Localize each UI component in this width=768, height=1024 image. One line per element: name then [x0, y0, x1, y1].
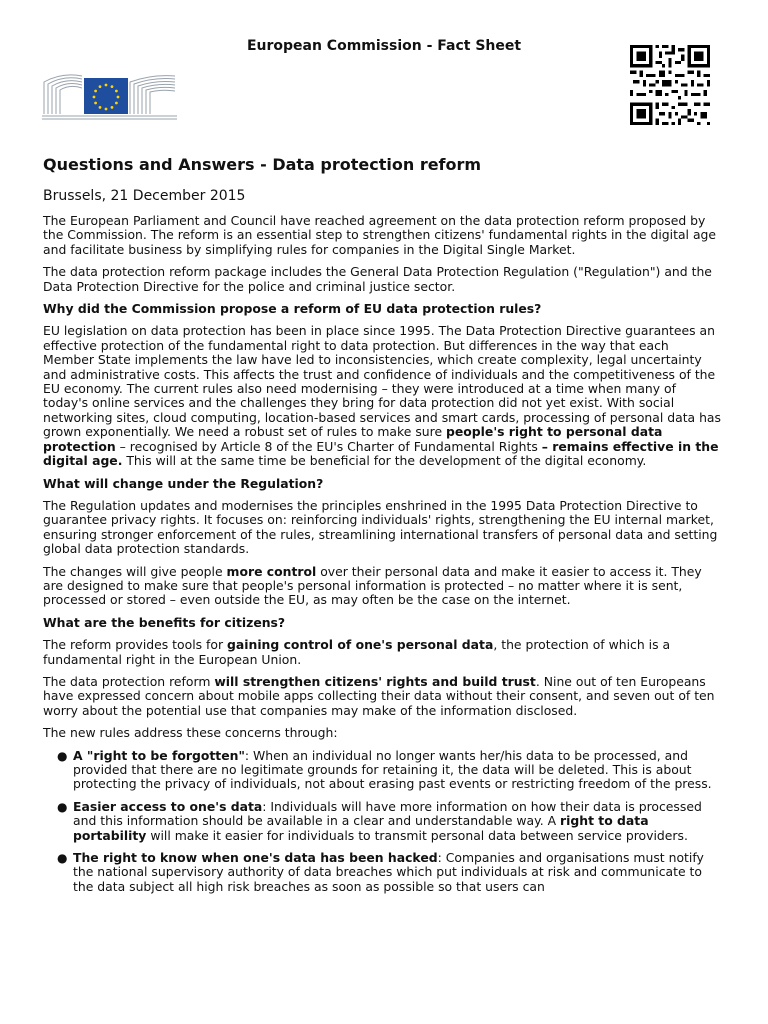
bullet-icon: ●: [57, 748, 68, 763]
european-commission-logo-icon: [42, 70, 177, 122]
answer-paragraph-tools: [43, 638, 723, 667]
answer-paragraph-concerns: The new rules address these concerns through:: [43, 725, 338, 741]
answer-bold-text: gaining control of one's personal data: [227, 637, 494, 653]
list-item: [57, 747, 723, 792]
list-item-text: : When an individual no longer wants her/his data to be processed, and provided that there are no legitimate grounds for retaining it, the data will be deleted. This is about protecting the privacy of individuals, not about erasing past events or restricting freedom of the press.: [73, 747, 712, 792]
answer-paragraph-regulation: The Regulation updates and modernises the principles enshrined in the 1995 Data Protection Directive to guarantee privacy rights. It focuses on: reinforcing individuals' rights, strengthening the EU internal market, ensuring stronger enforcement of the rules, streamlining international transfers of personal data and setting global data protection standards.: [43, 497, 718, 557]
list-item-bold: A "right to be forgotten": [73, 747, 245, 763]
list-item-bold: The right to know when one's data has been hacked: [73, 850, 438, 866]
list-item-text: : Companies and organisations must notify the national supervisory authority of data breaches which put individuals at risk and communicate to the data subject all high risk breaches as soon as possible so that users can: [73, 850, 704, 894]
answer-text: . Nine out of ten Europeans have expressed concern about mobile apps collecting their data without their consent, and seven out of ten worry about the potential use that companies may make of the information disclosed.: [43, 673, 715, 718]
answer-bold-text: people's right to personal data protection: [43, 424, 663, 454]
answer-text: The reform provides tools for: [43, 637, 228, 653]
intro-paragraph: The European Parliament and Council have reached agreement on the data protection reform proposed by the Commission. The reform is an essential step to strengthen citizens' fundamental rights in the digital age and facilitate business by simplifying rules for companies in the Digital Single Market.: [43, 213, 717, 257]
answer-text: The changes will give people: [43, 563, 227, 579]
list-item: [57, 798, 723, 843]
answer-bold-text: will strengthen citizens' rights and build trust: [214, 673, 536, 689]
bullet-icon: ●: [57, 799, 68, 814]
dateline: Brussels, 21 December 2015: [43, 188, 246, 204]
list-item-bold: right to data portability: [73, 813, 649, 843]
answer-text: EU legislation on data protection has been in place since 1995. The Data Protection Directive guarantees an effective protection of the fundamental right to data protection. But differences in the way that each Member State implements the law have led to inconsistencies, which create complexity, legal uncertainty and administrative costs. This affects the trust and confidence of individuals and the competitiveness of the EU economy. The current rules also need modernising – they were introduced at a time when many of today's online services and the challenges they bring for data protection did not yet exist. With social networking sites, cloud computing, location-based services and smart cards, processing of personal data has grown exponentially. We need a robust set of rules to make sure: [43, 323, 721, 440]
question-heading-regulation: What will change under the Regulation?: [43, 475, 324, 491]
answer-paragraph-reform: [43, 324, 723, 468]
qr-code-icon: [630, 45, 710, 125]
answer-text: , the protection of which is a fundamental right in the European Union.: [43, 637, 671, 667]
concerns-list: [43, 749, 723, 895]
answer-text: This will at the same time be beneficial for the development of the digital economy.: [122, 453, 647, 469]
page-title: Questions and Answers - Data protection reform: [43, 155, 482, 174]
answer-bold-text: more control: [226, 563, 317, 579]
package-paragraph: The data protection reform package includes the General Data Protection Regulation ("Regulation") and the Data Protection Directive for the police and criminal justice sector.: [43, 264, 712, 294]
fact-sheet-title: European Commission - Fact Sheet: [246, 38, 522, 54]
question-heading-reform: Why did the Commission propose a reform of EU data protection rules?: [43, 301, 542, 317]
list-item-bold: Easier access to one's data: [73, 798, 263, 814]
question-heading-benefits: What are the benefits for citizens?: [43, 614, 286, 630]
list-item-text: : Individuals will have more information on how their data is processed and this information should be available in a clear and understandable way. A: [73, 798, 702, 829]
list-item-text: will make it easier for individuals to transmit personal data between service providers.: [146, 827, 688, 843]
answer-text: The data protection reform: [43, 673, 215, 689]
answer-text: – recognised by Article 8 of the EU's Charter of Fundamental Rights: [115, 438, 542, 454]
answer-paragraph-trust: [43, 675, 723, 718]
bullet-icon: ●: [57, 851, 68, 866]
answer-paragraph-control: [43, 565, 723, 608]
list-item: [57, 850, 723, 894]
document-header: [0, 0, 768, 130]
document-body: [43, 155, 723, 902]
answer-bold-text: – remains effective in the digital age.: [43, 438, 719, 469]
answer-text: over their personal data and make it easier to access it. They are designed to make sure that people's personal information is protected – no matter where it is sent, processed or stored – even outside the EU, as may often be the case on the internet.: [43, 563, 702, 608]
